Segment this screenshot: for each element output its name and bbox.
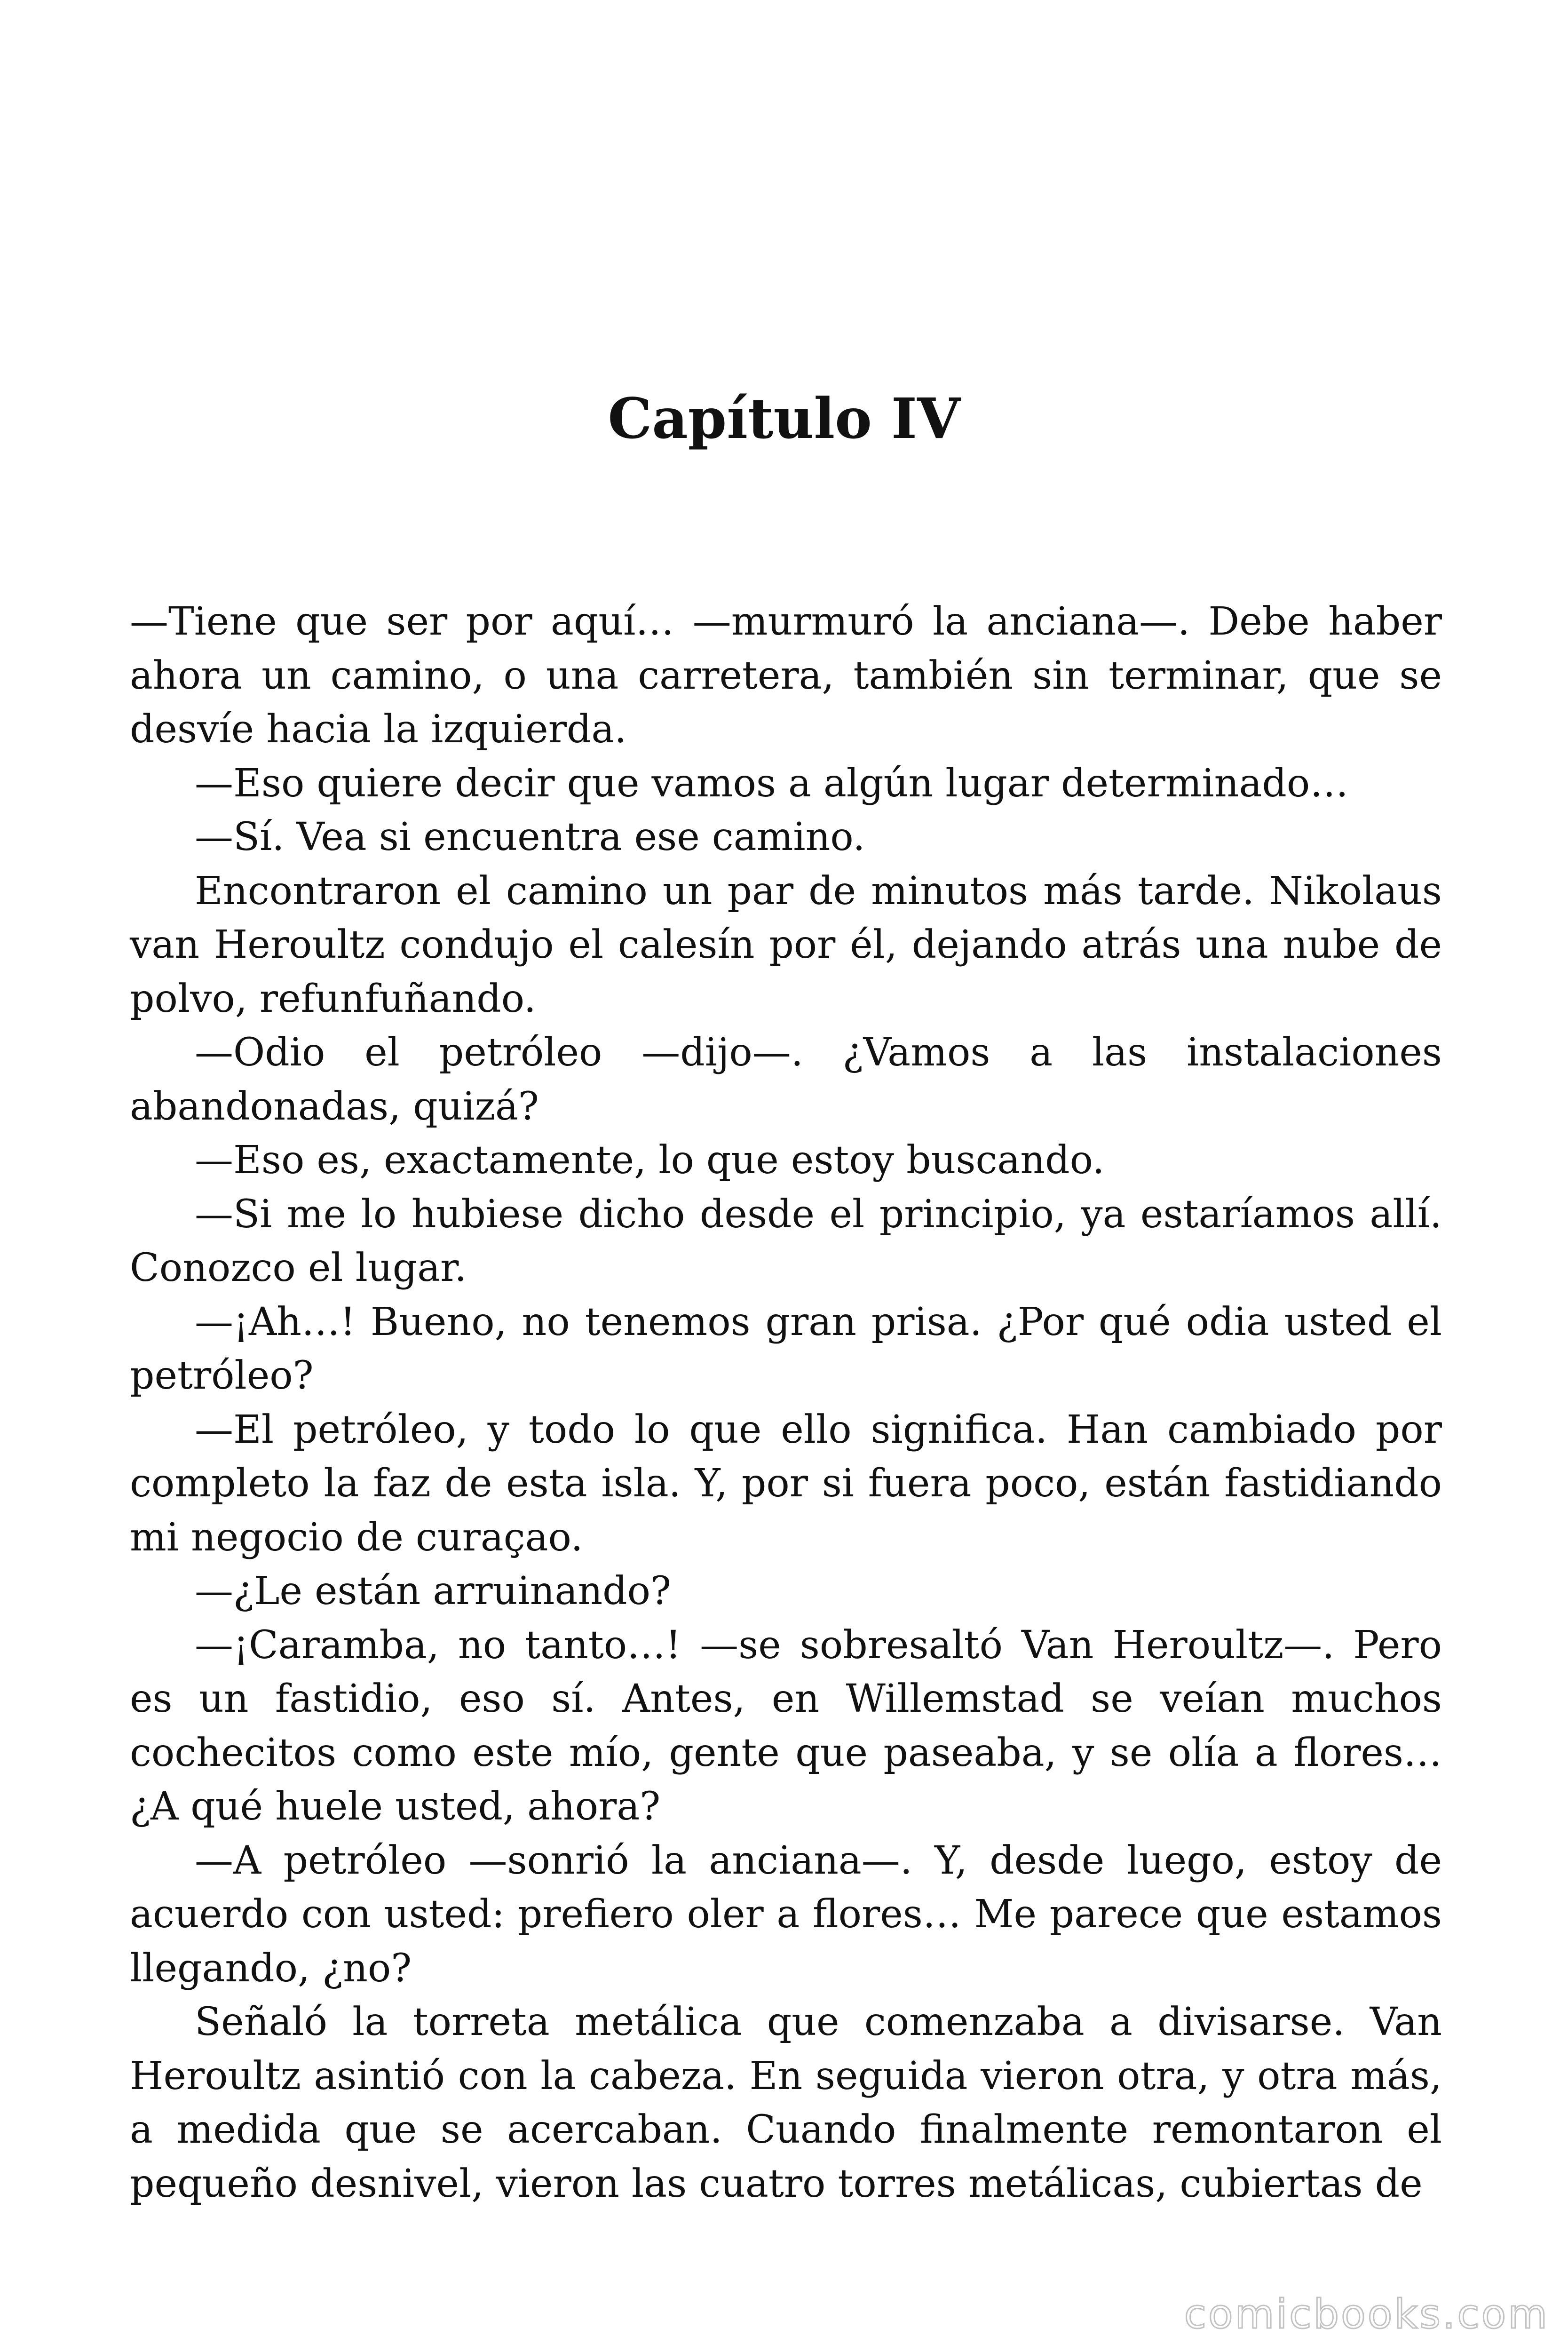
paragraph: Señaló la torreta metálica que comenzaba a divisarse. Van Heroultz asintió con la cabeza. En seguida vieron otra, y otra más, a medida que se acercaban. Cuando finalmente remontaron el pequeño desnivel, vieron las cuatro torres metálicas, cubiertas de — [130, 2000, 1442, 2206]
paragraph: —Tiene que ser por aquí… —murmuró la anciana—. Debe haber ahora un camino, o una carretera, también sin terminar, que se desvíe hacia la izquierda. — [130, 599, 1442, 752]
paragraph: —¡Ah…! Bueno, no tenemos gran prisa. ¿Por qué odia usted el petróleo? — [130, 1299, 1442, 1398]
watermark: comicbooks.com — [1184, 2291, 1549, 2338]
paragraph: —El petróleo, y todo lo que ello significa. Han cambiado por completo la faz de esta isla. Y, por si fuera poco, están fastidiando mi negocio de curaçao. — [130, 1407, 1442, 1560]
paragraph: —Si me lo hubiese dicho desde el principio, ya estaríamos allí. Conozco el lugar. — [130, 1192, 1442, 1290]
paragraph: —Sí. Vea si encuentra ese camino. — [195, 815, 865, 859]
paragraph: —Eso quiere decir que vamos a algún lugar determinado… — [195, 761, 1349, 806]
paragraph: Encontraron el camino un par de minutos más tarde. Nikolaus van Heroultz condujo el calesín por él, dejando atrás una nube de polvo, refunfuñando. — [130, 868, 1442, 1021]
paragraph: —Odio el petróleo —dijo—. ¿Vamos a las instalaciones abandonadas, quizá? — [130, 1030, 1442, 1129]
paragraph: —¡Caramba, no tanto…! —se sobresaltó Van Heroultz—. Pero es un fastidio, eso sí. Antes, en Willemstad se veían muchos cochecitos como este mío, gente que paseaba, y se olía a flores… ¿A qué huele usted, ahora? — [130, 1622, 1442, 1829]
chapter-title: Capítulo IV — [608, 386, 960, 451]
paragraph: —A petróleo —sonrió la anciana—. Y, desde luego, estoy de acuerdo con usted: prefiero oler a flores… Me parece que estamos llegando, ¿no? — [130, 1838, 1442, 1991]
chapter-body — [130, 595, 1442, 2211]
paragraph: —¿Le están arruinando? — [195, 1569, 671, 1613]
paragraph: —Eso es, exactamente, lo que estoy buscando. — [195, 1138, 1105, 1183]
